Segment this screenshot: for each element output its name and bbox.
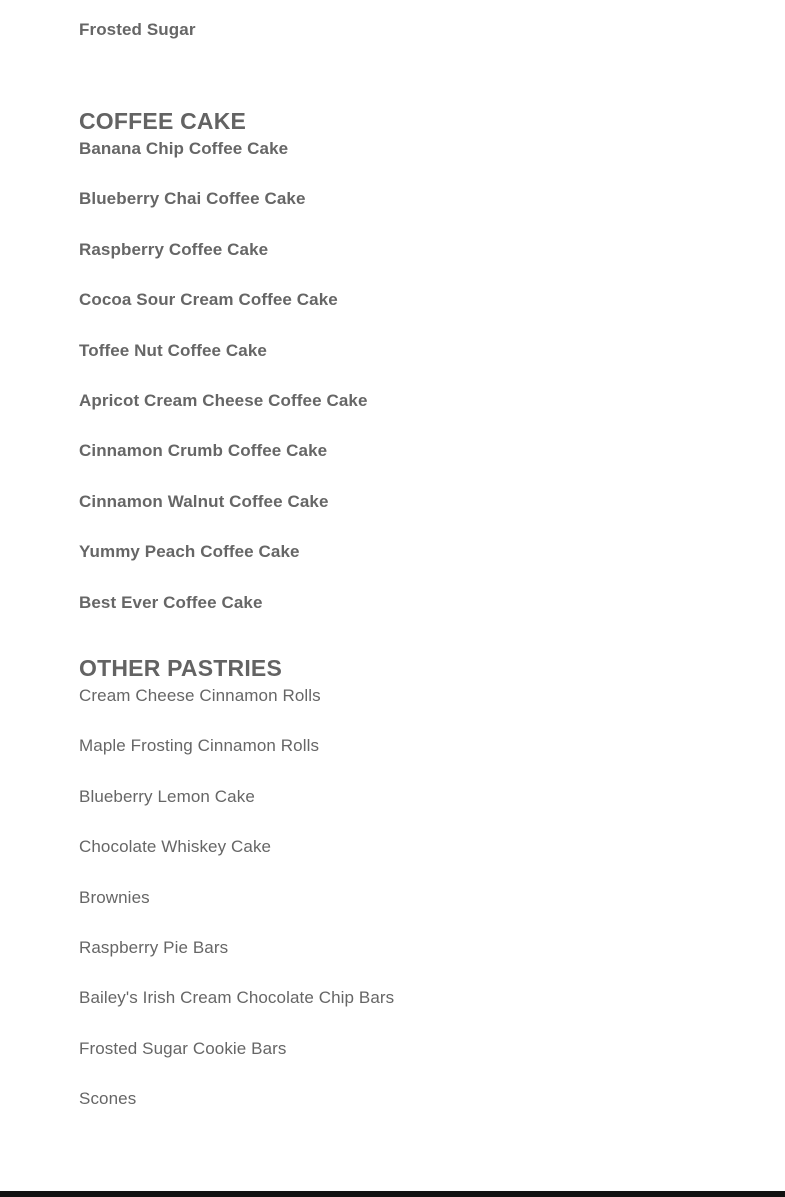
list-item: Banana Chip Coffee Cake [79, 139, 289, 158]
list-item: Cinnamon Walnut Coffee Cake [79, 491, 329, 511]
list-item: Cinnamon Crumb Coffee Cake [79, 441, 328, 461]
list-item: Scones [79, 1089, 137, 1109]
list-item: Blueberry Lemon Cake [79, 786, 255, 806]
list-item: Raspberry Coffee Cake [79, 239, 269, 259]
list-item: Cream Cheese Cinnamon Rolls [79, 686, 321, 705]
coffee-cake-list [79, 138, 368, 614]
list-item: Bailey's Irish Cream Chocolate Chip Bars [79, 988, 395, 1008]
list-item: Blueberry Chai Coffee Cake [79, 189, 306, 209]
list-item: Toffee Nut Coffee Cake [79, 340, 267, 360]
list-item: Apricot Cream Cheese Coffee Cake [79, 390, 368, 410]
list-item: Chocolate Whiskey Cake [79, 837, 272, 857]
section-title-other-pastries: OTHER PASTRIES [79, 655, 283, 681]
bottom-divider [0, 1191, 785, 1197]
list-item: Best Ever Coffee Cake [79, 592, 263, 612]
list-item: Yummy Peach Coffee Cake [79, 542, 300, 562]
list-item: Frosted Sugar Cookie Bars [79, 1038, 287, 1058]
menu-item-top: Frosted Sugar [79, 20, 196, 39]
section-coffee-cake [79, 107, 368, 614]
other-pastries-list [79, 685, 394, 1110]
list-item: Raspberry Pie Bars [79, 937, 229, 957]
section-other-pastries [79, 654, 394, 1110]
list-item: Maple Frosting Cinnamon Rolls [79, 736, 320, 756]
list-item: Cocoa Sour Cream Coffee Cake [79, 290, 338, 310]
list-item: Brownies [79, 887, 150, 907]
section-title-coffee-cake: COFFEE CAKE [79, 108, 247, 134]
